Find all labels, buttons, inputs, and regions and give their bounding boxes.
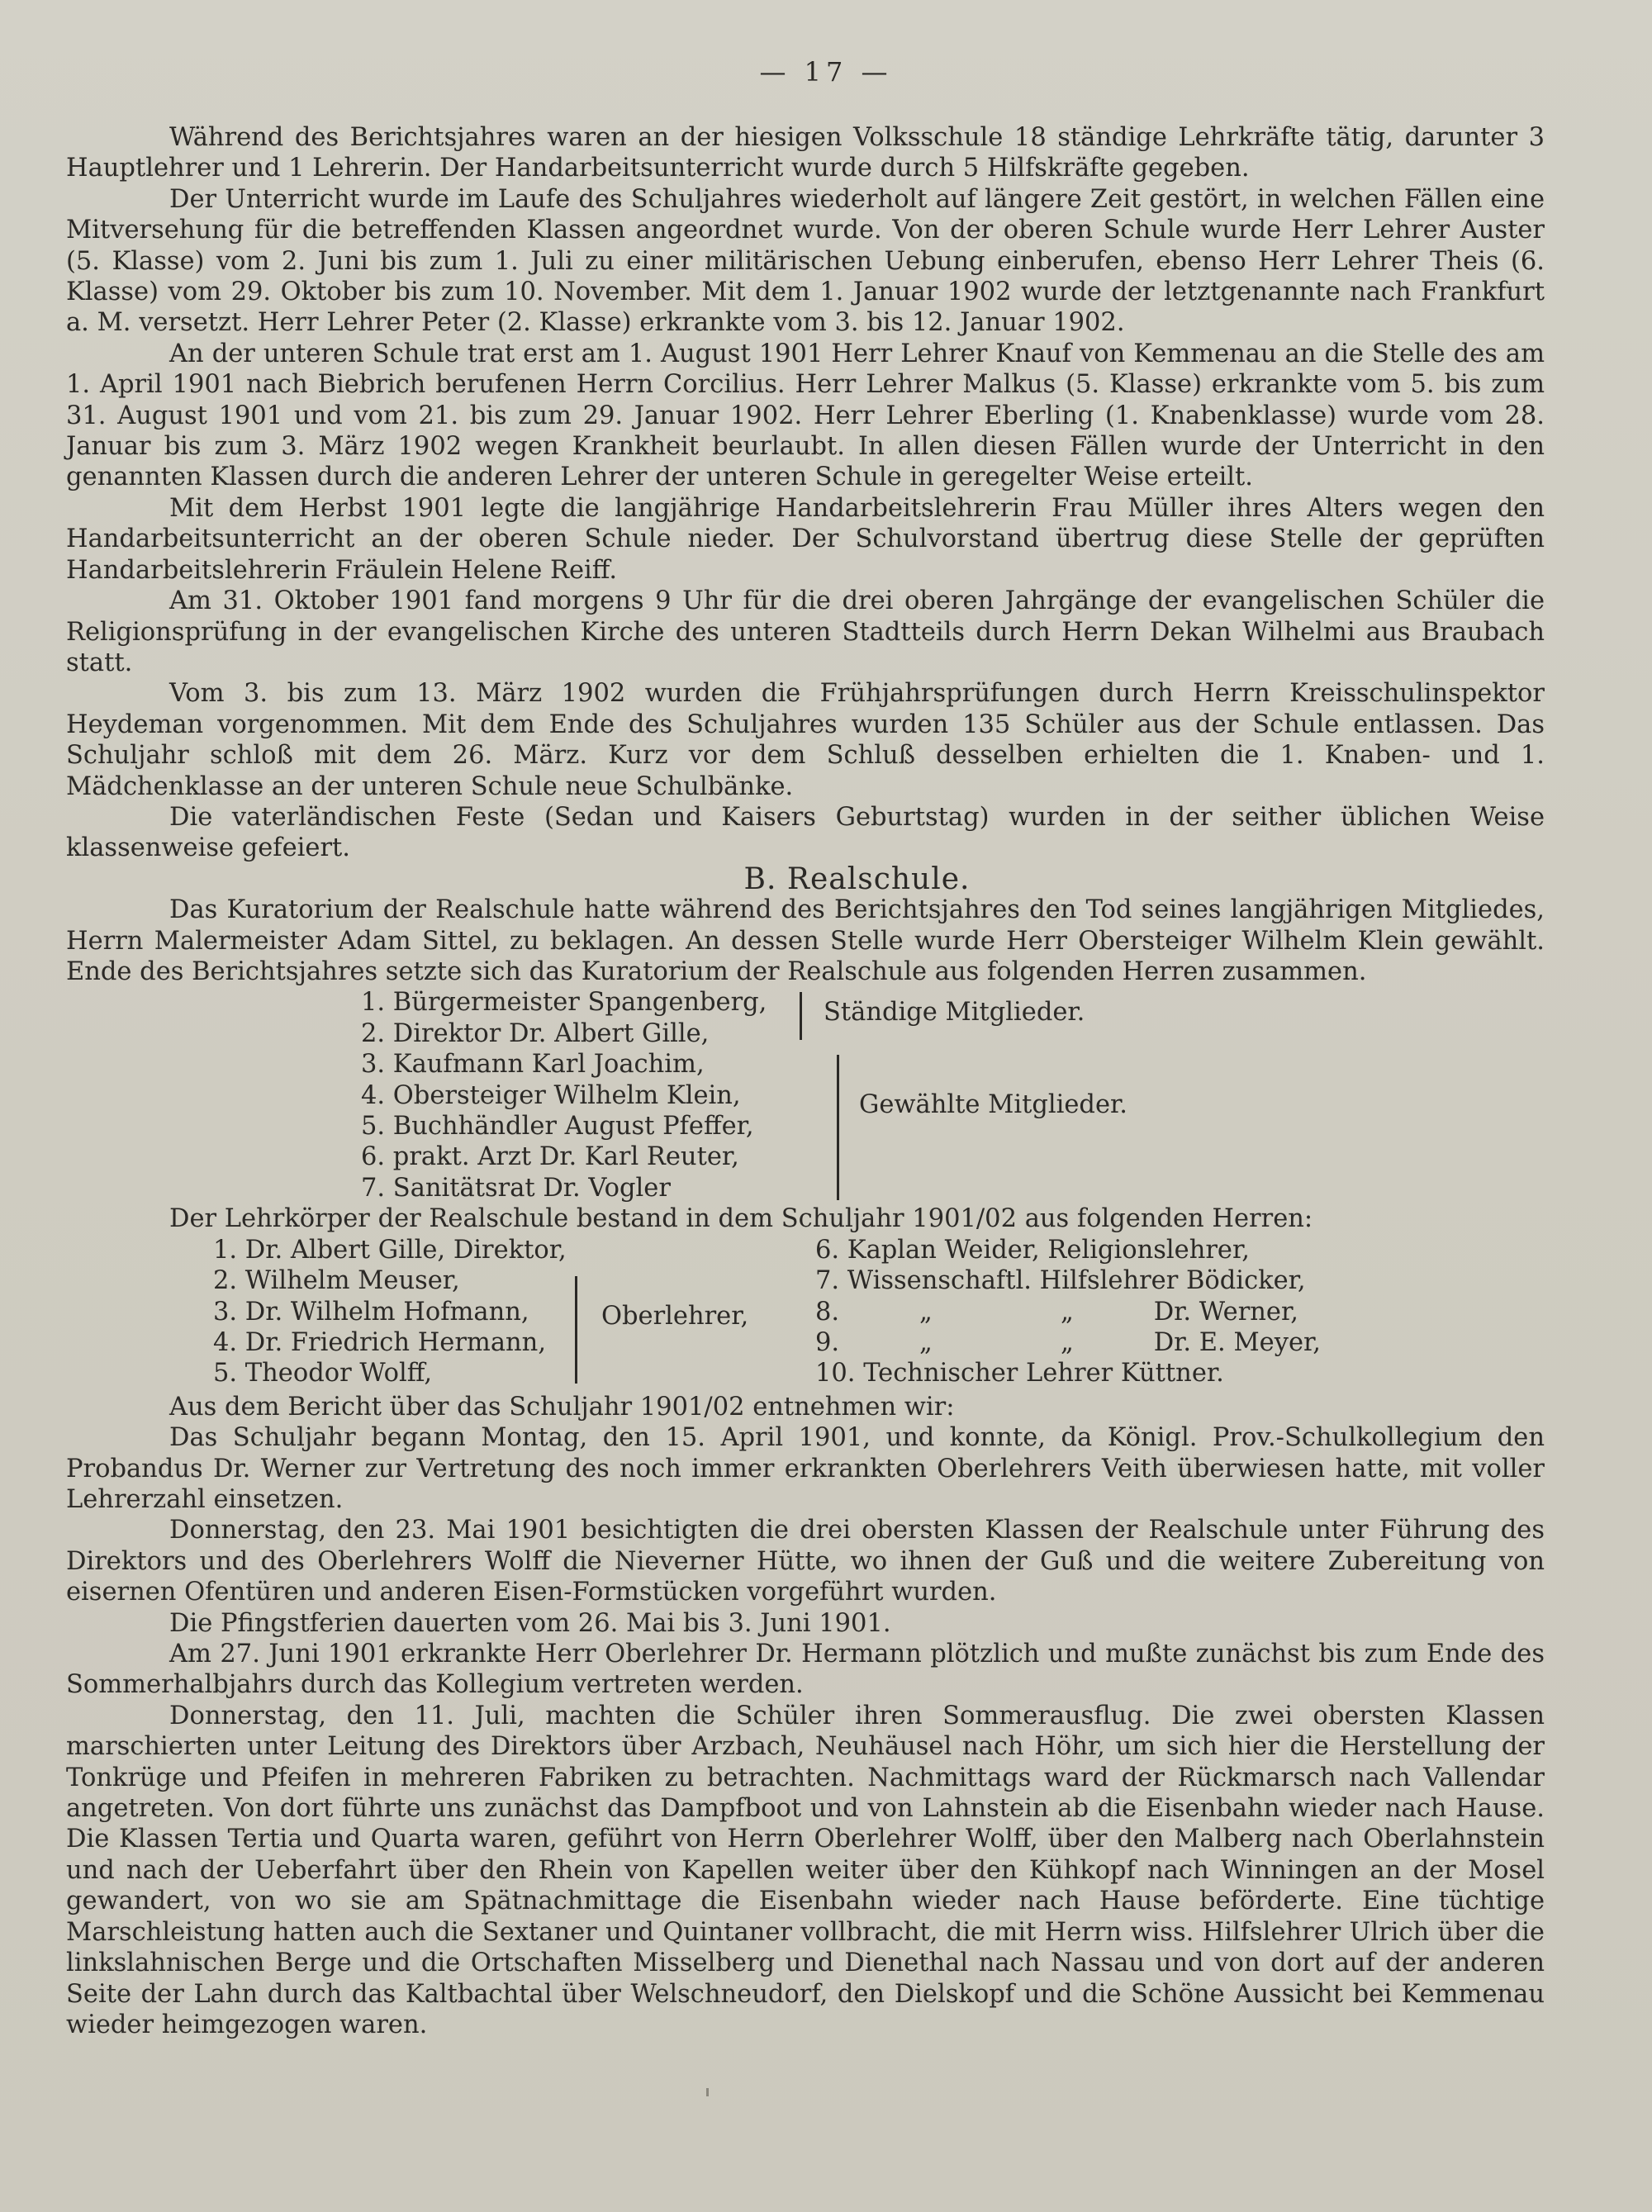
brace	[837, 1055, 839, 1200]
oberlehrer-label: Oberlehrer,	[601, 1301, 749, 1331]
paragraph: Vom 3. bis zum 13. März 1902 wurden die Frühjahrsprüfungen durch Herrn Kreisschulinspektor Heydeman vorgenommen. Mit dem Ende des Schuljahres wurden 135 Schüler aus der Schule entlassen. Das Schuljahr schloß mit dem 26. März. Kurz vor dem Schluß desselben erhielten die 1. Knaben- und 1. Mädchenklasse an der unteren Schule neue Schulbänke.	[66, 679, 1545, 801]
paragraph: Am 31. Oktober 1901 fand morgens 9 Uhr für die drei oberen Jahrgänge der evangelischen Schüler die Religionsprüfung in der evangelischen Kirche des unteren Stadtteils durch Herrn Dekan Wilhelmi aus Braubach statt.	[66, 586, 1545, 677]
paragraph: Das Schuljahr begann Montag, den 15. April 1901, und konnte, da Königl. Prov.-Schulkollegium den Probandus Dr. Werner zur Vertretung des noch immer erkrankten Oberlehrers Veith überwiesen hatte, mit voller Lehrerzahl einsetzen.	[66, 1423, 1545, 1514]
list-item: 10. Technischer Lehrer Küttner.	[815, 1359, 1224, 1388]
list-item: 2. Wilhelm Meuser,	[213, 1266, 460, 1296]
paragraph: Donnerstag, den 23. Mai 1901 besichtigten die drei obersten Klassen der Realschule unter Führung des Direktors und des Oberlehrers Wolff die Nieverner Hütte, wo ihnen der Guß und die weitere Zubereitung von eisernen Ofentüren und anderen Eisen-Formstücken vorgeführt wurden.	[66, 1516, 1545, 1607]
curator-list	[66, 987, 1545, 1203]
paragraph: An der unteren Schule trat erst am 1. August 1901 Herr Lehrer Knauf von Kemmenau an die Stelle des am 1. April 1901 nach Biebrich berufenen Herrn Corcilius. Herr Lehrer Malkus (5. Klasse) erkrankte vom 5. bis zum 31. August 1901 und vom 21. bis zum 29. Januar 1902. Herr Lehrer Eberling (1. Knabenklasse) wurde vom 28. Januar bis zum 3. März 1902 wegen Krankheit beurlaubt. In allen diesen Fällen wurde der Unterricht in den genannten Klassen durch die anderen Lehrer der unteren Schule in geregelter Weise erteilt.	[66, 339, 1545, 492]
list-item: 2. Direktor Dr. Albert Gille,	[361, 1018, 710, 1048]
paragraph: Aus dem Bericht über das Schuljahr 1901/02 entnehmen wir:	[169, 1392, 955, 1422]
staff-list	[66, 1235, 1545, 1392]
print-mark	[706, 2088, 709, 2096]
paragraph: Der Unterricht wurde im Laufe des Schuljahres wiederholt auf längere Zeit gestört, in welchen Fällen eine Mitversehung für die betreffenden Klassen angeordnet wurde. Von der oberen Schule wurde Herr Lehrer Auster (5. Klasse) vom 2. Juni bis zum 1. Juli zu einer militärischen Uebung einberufen, ebenso Herr Lehrer Theis (6. Klasse) vom 29. Oktober bis zum 10. November. Mit dem 1. Januar 1902 wurde der letztgenannte nach Frankfurt a. M. versetzt. Herr Lehrer Peter (2. Klasse) erkrankte vom 3. bis 12. Januar 1902.	[66, 184, 1545, 338]
paragraph: Am 27. Juni 1901 erkrankte Herr Oberlehrer Dr. Hermann plötzlich und mußte zunächst bis zum Ende des Sommerhalbjahrs durch das Kollegium vertreten werden.	[66, 1640, 1545, 1700]
list-item: 6. Kaplan Weider, Religionslehrer,	[815, 1235, 1250, 1265]
list-item: 4. Dr. Friedrich Hermann,	[213, 1327, 547, 1357]
list-item: 5. Theodor Wolff,	[213, 1359, 433, 1388]
brace	[575, 1276, 577, 1384]
list-item: 4. Obersteiger Wilhelm Klein,	[361, 1080, 741, 1110]
body-text	[66, 122, 1545, 2040]
list-item: 8. „ „ Dr. Werner,	[815, 1297, 1298, 1327]
list-item: 5. Buchhändler August Pfeffer,	[361, 1111, 754, 1141]
section-heading: B. Realschule.	[743, 862, 971, 896]
paragraph: Während des Berichtsjahres waren an der hiesigen Volksschule 18 ständige Lehrkräfte tätig, darunter 3 Hauptlehrer und 1 Lehrerin. Der Handarbeitsunterricht wurde durch 5 Hilfskräfte gegeben.	[66, 123, 1545, 183]
list-item: 1. Bürgermeister Spangenberg,	[361, 988, 767, 1018]
paragraph: Die Pfingstferien dauerten vom 26. Mai bis 3. Juni 1901.	[169, 1608, 891, 1638]
list-item: 3. Kaufmann Karl Joachim,	[361, 1050, 705, 1080]
paragraph: Der Lehrkörper der Realschule bestand in dem Schuljahr 1901/02 aus folgenden Herren:	[169, 1204, 1313, 1234]
list-item: 6. prakt. Arzt Dr. Karl Reuter,	[361, 1142, 739, 1172]
brace	[800, 992, 802, 1040]
paragraph: Die vaterländischen Feste (Sedan und Kaisers Geburtstag) wurden in der seither üblichen Weise klassenweise gefeiert.	[66, 802, 1545, 863]
paragraph: Mit dem Herbst 1901 legte die langjährige Handarbeitslehrerin Frau Müller ihres Alters wegen den Handarbeitsunterricht an der oberen Schule nieder. Der Schulvorstand übertrug diese Stelle der geprüften Handarbeitslehrerin Fräulein Helene Reiff.	[66, 493, 1545, 585]
list-item: 1. Dr. Albert Gille, Direktor,	[213, 1235, 567, 1265]
paragraph: Das Kuratorium der Realschule hatte während des Berichtsjahres den Tod seines langjährigen Mitgliedes, Herrn Malermeister Adam Sittel, zu beklagen. An dessen Stelle wurde Herr Obersteiger Wilhelm Klein gewählt. Ende des Berichtsjahres setzte sich das Kuratorium der Realschule aus folgenden Herren zusammen.	[66, 895, 1545, 986]
list-item: 7. Sanitätsrat Dr. Vogler	[361, 1173, 671, 1203]
paragraph: Donnerstag, den 11. Juli, machten die Schüler ihren Sommerausflug. Die zwei obersten Klassen marschierten unter Leitung des Direktors über Arzbach, Neuhäusel nach Höhr, um sich hier die Herstellung der Tonkrüge und Pfeifen in mehreren Fabriken zu betrachten. Nachmittags ward der Rückmarsch nach Vallendar angetreten. Von dort führte uns zunächst das Dampfboot und von Lahnstein ab die Eisenbahn wieder nach Hause. Die Klassen Tertia und Quarta waren, geführt von Herrn Oberlehrer Wolff, über den Malberg nach Oberlahnstein und nach der Ueberfahrt über den Rhein von Kapellen weiter über den Kühkopf nach Winningen an der Mosel gewandert, von wo sie am Spätnachmittage die Eisenbahn wieder nach Hause beförderte. Eine tüchtige Marschleistung hatten auch die Sextaner und Quintaner vollbracht, die mit Herrn wiss. Hilfslehrer Ulrich über die linkslahnischen Berge und die Ortschaften Misselberg und Dienethal nach Nassau und von dort auf der anderen Seite der Lahn durch das Kaltbachtal über Welschneudorf, den Dielskopf und die Schöne Aussicht bei Kemmenau wieder heimgezogen waren.	[66, 1701, 1545, 2039]
list-item: 7. Wissenschaftl. Hilfslehrer Bödicker,	[815, 1266, 1306, 1296]
permanent-members-label: Ständige Mitglieder.	[824, 998, 1085, 1028]
page-number: — 17 —	[759, 56, 893, 88]
list-item: 3. Dr. Wilhelm Hofmann,	[213, 1297, 529, 1327]
list-item: 9. „ „ Dr. E. Meyer,	[815, 1327, 1321, 1357]
elected-members-label: Gewählte Mitglieder.	[859, 1090, 1127, 1120]
